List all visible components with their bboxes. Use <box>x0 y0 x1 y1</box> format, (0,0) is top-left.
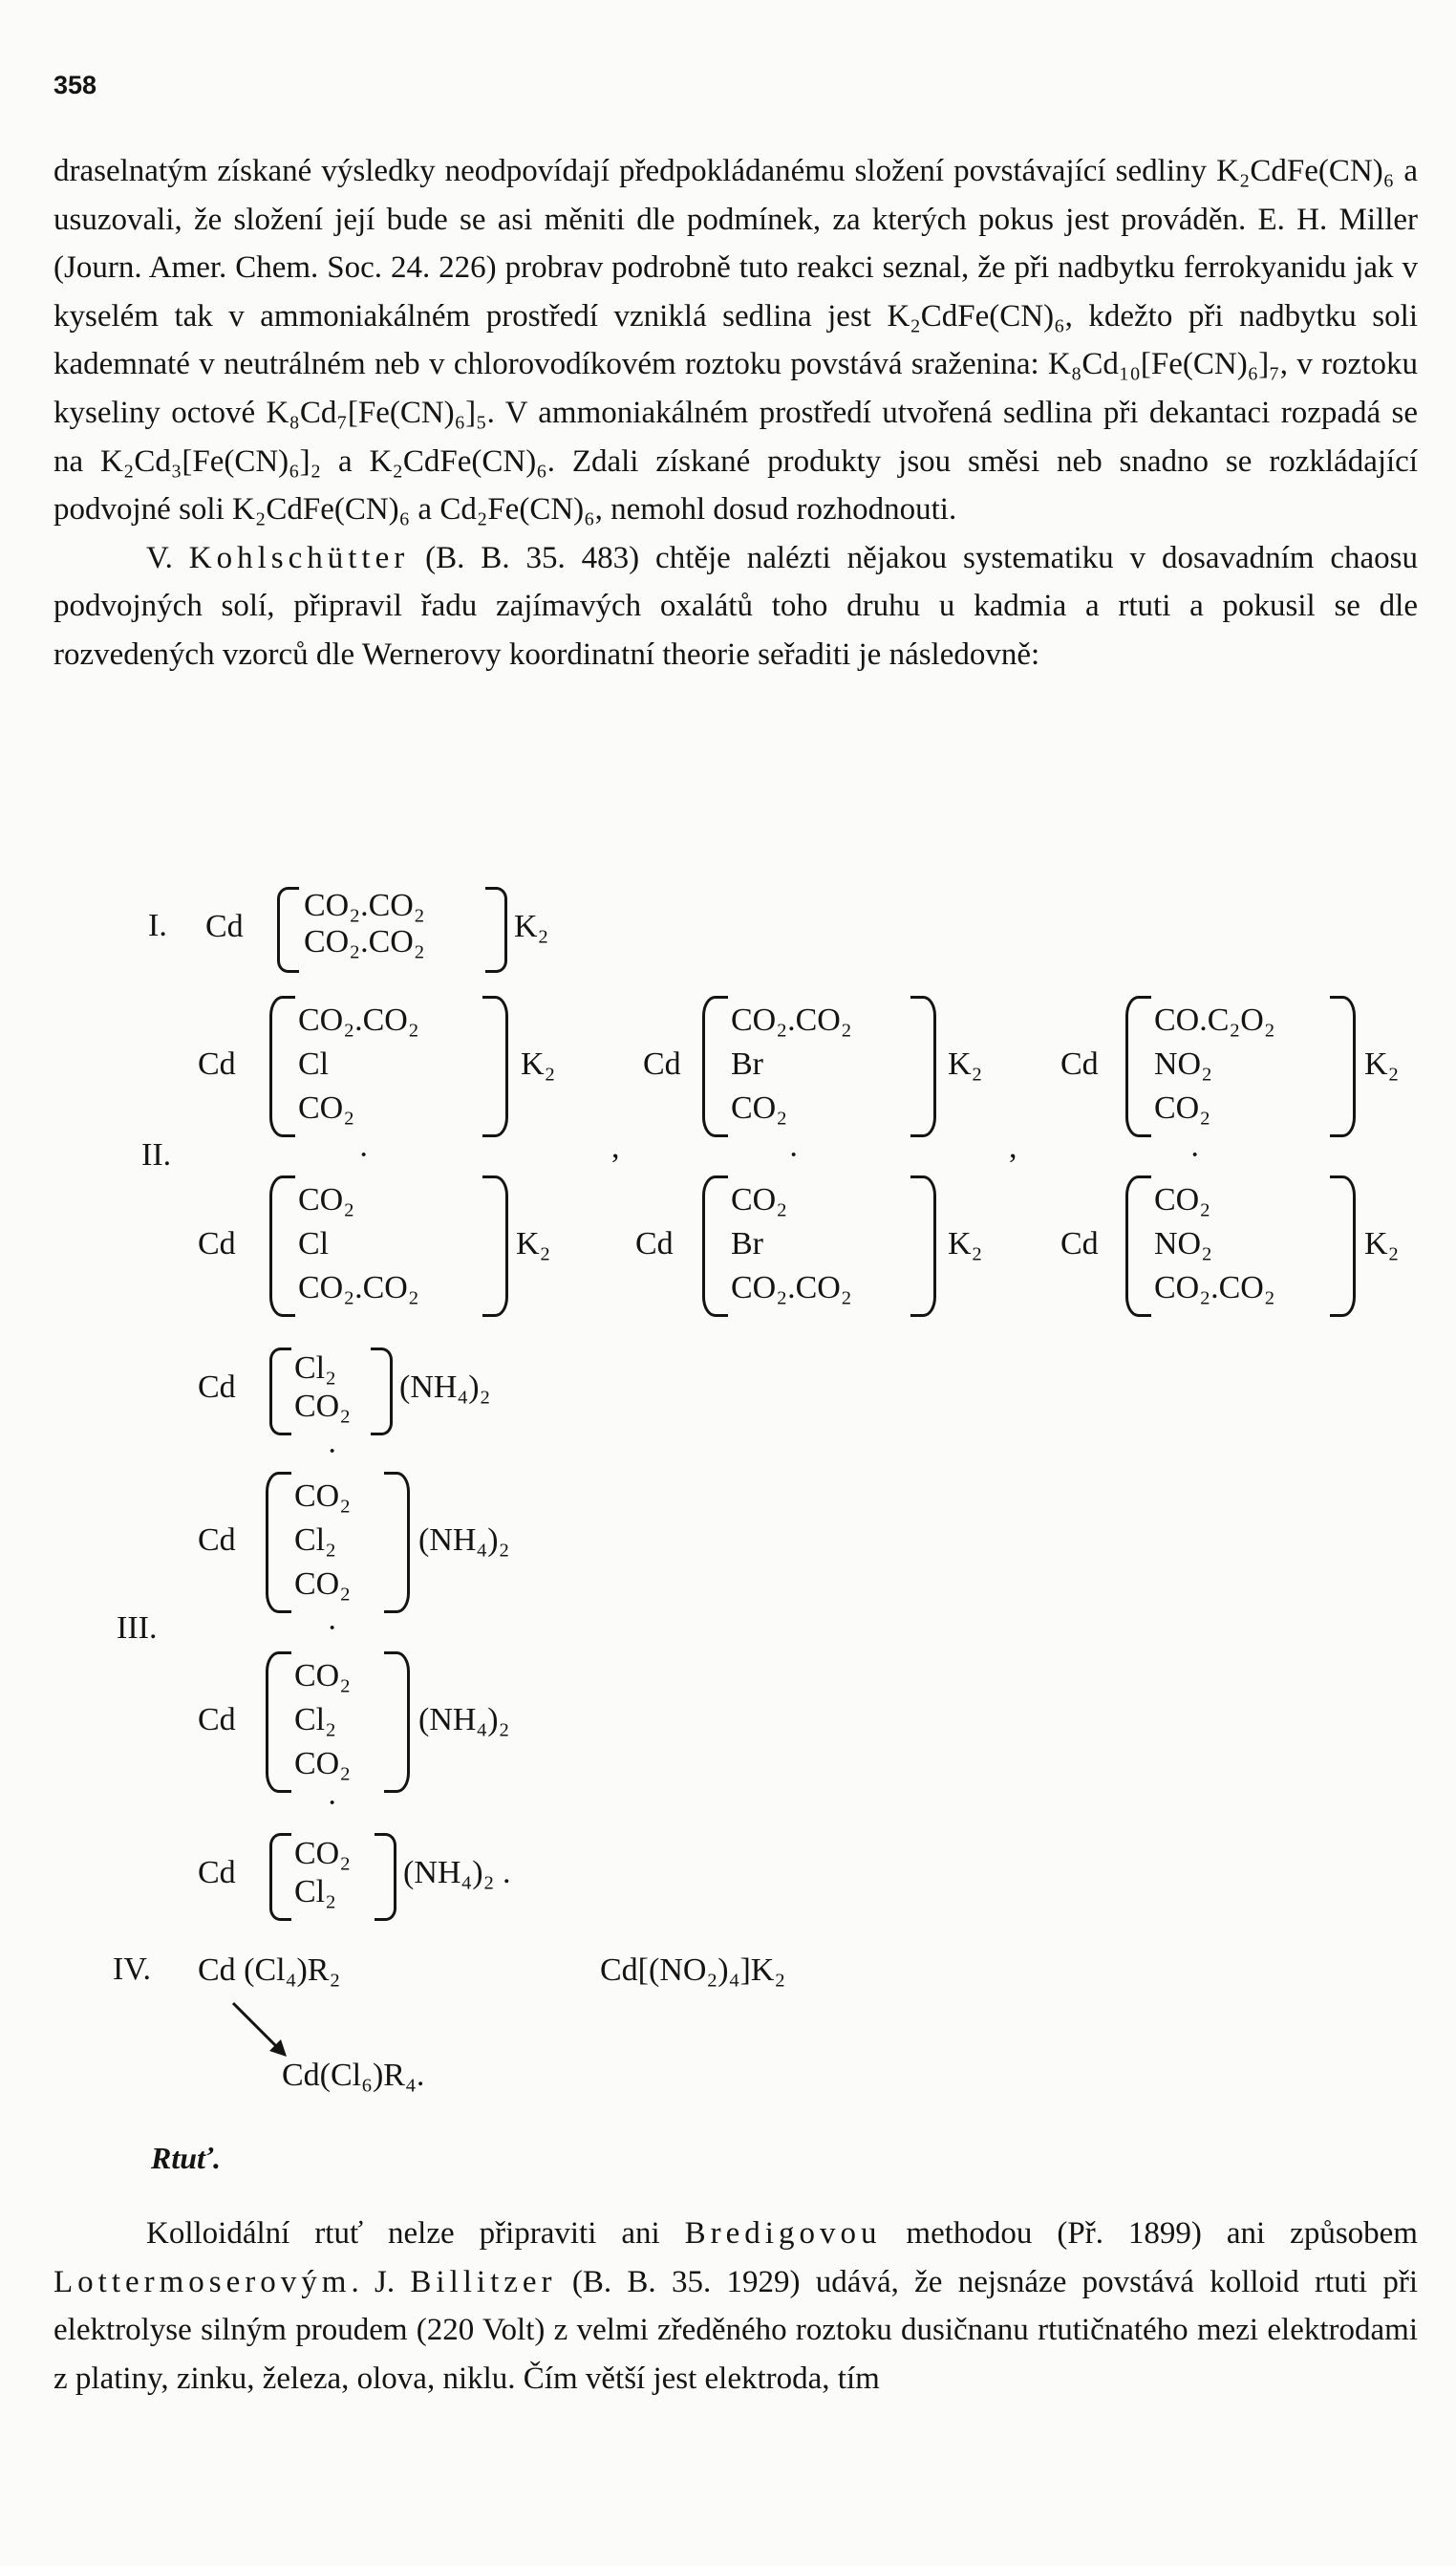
formula-iii-2-row-3: CO₂ <box>294 1566 352 1602</box>
author-name: Bredigovou <box>684 2216 882 2251</box>
formula-iii-4-row-2: Cl₂ <box>294 1874 336 1909</box>
left-paren <box>702 996 728 1137</box>
right-paren <box>482 996 508 1137</box>
formula-iia-2-row-3: CO₂ <box>731 1090 788 1126</box>
right-paren <box>485 887 507 973</box>
formula-iia-2-metal: Cd <box>643 1046 681 1082</box>
formula-iii-3-suffix: (NH₄)₂ <box>418 1702 510 1737</box>
right-paren <box>384 1472 410 1613</box>
formula-iib-3-row-1: CO₂ <box>1154 1182 1211 1218</box>
paragraph-kohlschutter <box>54 534 1418 679</box>
formula-iii-1-row-2: CO₂ <box>294 1389 352 1424</box>
formula-iib-1-suffix: K₂ <box>516 1226 551 1261</box>
formula-iii-4-row-1: CO₂ <box>294 1836 352 1871</box>
formula-iib-1-row-2: Cl <box>298 1226 330 1261</box>
formula-iib-2-suffix: K₂ <box>948 1226 983 1261</box>
separator-comma: , <box>611 1130 620 1165</box>
formula-iia-2-row-1: CO₂.CO₂ <box>731 1003 852 1038</box>
separator-dot: · <box>1189 1137 1201 1173</box>
paragraph-mercury-text <box>54 2210 1418 2403</box>
page-number: 358 <box>54 71 97 99</box>
author-name: Lottermoserovým <box>54 2264 352 2299</box>
paragraph-kohlschutter-text: (B. B. 35. 483) chtěje nalézti nějakou systematiku v dosavadním chaosu podvojných solí, připravil řadu zajímavých oxalátů toho druhu u kadmia a rtuti a pokusil se dle rozvedených vzorců dle Wernerovy koordinatní theorie seřaditi je následovně: <box>54 540 1419 672</box>
formula-iia-2-suffix: K₂ <box>948 1046 983 1082</box>
text-span: methodou (Př. 1899) ani způsobem <box>881 2216 1418 2251</box>
right-paren <box>910 1175 936 1317</box>
formula-iii-1-metal: Cd <box>198 1369 236 1405</box>
formula-iib-3-row-3: CO₂.CO₂ <box>1154 1270 1275 1305</box>
roman-numeral-ii: II. <box>141 1137 172 1173</box>
formula-iii-2-row-1: CO₂ <box>294 1478 352 1514</box>
formula-iii-2-metal: Cd <box>198 1522 236 1558</box>
formula-iv-3: Cd(Cl₆)R₄. <box>282 2058 425 2093</box>
right-paren <box>1330 1175 1356 1317</box>
formula-iii-3-row-2: Cl₂ <box>294 1702 336 1737</box>
separator-dot: · <box>358 1137 370 1173</box>
author-initial: V. <box>146 540 173 575</box>
author-name: Billitzer <box>410 2264 557 2299</box>
roman-numeral-i: I. <box>148 908 167 943</box>
formula-iib-1-row-3: CO₂.CO₂ <box>298 1270 419 1305</box>
formula-i-row-2: CO₂.CO₂ <box>304 924 425 960</box>
formula-iib-3-metal: Cd <box>1060 1226 1099 1261</box>
formula-i-suffix: K₂ <box>514 909 549 944</box>
formula-iii-4-suffix: (NH₄)₂ . <box>403 1855 511 1890</box>
separator-dot: · <box>327 1610 338 1646</box>
formula-iib-2-row-1: CO₂ <box>731 1182 788 1218</box>
section-heading: Rtuť. <box>151 2141 222 2175</box>
text-span: Kolloidální rtuť nelze připraviti ani <box>146 2216 685 2251</box>
formula-iib-3-suffix: K₂ <box>1364 1226 1400 1261</box>
left-paren <box>266 1651 291 1793</box>
roman-numeral-iv: IV. <box>113 1951 151 1987</box>
paragraph-miller-text: draselnatým získané výsledky neodpovídají předpokládanému složení povstávající sedliny K₂CdFe(CN)₆ a usuzovali, že složení její bude se asi měniti dle podmínek, za kterých pokus jest prováděn. E. H. Miller (Journ. Amer. Chem. Soc. 24. 226) probrav podrobně tuto reakci seznal, že při nadbytku ferrokyanidu jak v kyselém tak v ammoniakálném prostředí vzniklá sedlina jest K₂CdFe(CN)₆, kdežto při nadbytku soli kademnaté v neutrálném neb v chlorovodíkovém roztoku povstává sraženina: K₈Cd₁₀[Fe(CN)₆]₇, v roztoku kyseliny octové K₈Cd₇[Fe(CN)₆]₅. V ammoniakálném prostředí utvořená sedlina při dekantaci rozpadá se na K₂Cd₃[Fe(CN)₆]₂ a K₂CdFe(CN)₆. Zdali získané produkty jsou směsi neb snadno se rozkládající podvojné soli K₂CdFe(CN)₆ a Cd₂Fe(CN)₆, nemohl dosud rozhodnouti. <box>54 154 1418 528</box>
right-paren <box>1330 996 1356 1137</box>
formula-iii-3-metal: Cd <box>198 1702 236 1737</box>
roman-numeral-iii: III. <box>117 1610 158 1646</box>
formula-iii-1-row-1: Cl₂ <box>294 1350 336 1386</box>
formula-iia-1-row-3: CO₂ <box>298 1090 355 1126</box>
paragraph-mercury <box>54 2210 1418 2403</box>
formula-iii-2-suffix: (NH₄)₂ <box>418 1522 510 1558</box>
formula-iia-3-suffix: K₂ <box>1364 1046 1400 1082</box>
separator-dot: · <box>327 1434 338 1469</box>
paragraph-miller <box>54 147 1418 679</box>
right-paren <box>482 1175 508 1317</box>
formula-iia-3-row-2: NO₂ <box>1154 1046 1212 1082</box>
formula-iia-1-row-1: CO₂.CO₂ <box>298 1003 419 1038</box>
formula-iv-2: Cd[(NO₂)₄]K₂ <box>600 1952 786 1988</box>
left-paren <box>1125 996 1151 1137</box>
formula-iii-3-row-1: CO₂ <box>294 1658 352 1693</box>
separator-dot: · <box>788 1137 800 1173</box>
formula-iia-3-row-3: CO₂ <box>1154 1090 1211 1126</box>
author-name: Kohlschütter <box>188 540 410 575</box>
left-paren <box>269 1833 291 1921</box>
right-paren <box>910 996 936 1137</box>
text-span: (B. B. 35. 1929) udává, že nejsnáze povstává kolloid rtuti při elektrolyse silným proudem (220 Volt) z velmi zředěného roztoku dusičnanu rtutičnatého mezi elektrodami z platiny, zinku, železa, olova, niklu. Čím větší jest elektroda, tím <box>54 2264 1419 2396</box>
formula-i-metal: Cd <box>205 909 244 944</box>
formula-iia-3-row-1: CO.C₂O₂ <box>1154 1003 1275 1038</box>
formula-iia-1-metal: Cd <box>198 1046 236 1082</box>
formula-iii-2-row-2: Cl₂ <box>294 1522 336 1558</box>
left-paren <box>277 887 299 973</box>
left-paren <box>1125 1175 1151 1317</box>
left-paren <box>269 1175 295 1317</box>
formula-iib-2-row-2: Br <box>731 1226 763 1261</box>
left-paren <box>269 1348 291 1435</box>
right-paren <box>375 1833 396 1921</box>
formula-iib-2-metal: Cd <box>635 1226 674 1261</box>
left-paren <box>266 1472 291 1613</box>
separator-dot: · <box>327 1785 338 1821</box>
reaction-arrow-icon <box>227 1997 294 2064</box>
text-span: . J. <box>351 2264 411 2299</box>
formula-iib-3-row-2: NO₂ <box>1154 1226 1212 1261</box>
left-paren <box>702 1175 728 1317</box>
right-paren <box>371 1348 393 1435</box>
formula-iii-1-suffix: (NH₄)₂ <box>399 1369 491 1405</box>
formula-iv-1: Cd (Cl₄)R₂ <box>198 1952 341 1988</box>
formula-iia-1-row-2: Cl <box>298 1046 330 1082</box>
formula-i-row-1: CO₂.CO₂ <box>304 888 425 923</box>
formula-iii-3-row-3: CO₂ <box>294 1746 352 1781</box>
formula-iia-3-metal: Cd <box>1060 1046 1099 1082</box>
formula-iib-1-metal: Cd <box>198 1226 236 1261</box>
separator-comma: , <box>1009 1130 1017 1165</box>
formula-iii-4-metal: Cd <box>198 1855 236 1890</box>
formula-iib-2-row-3: CO₂.CO₂ <box>731 1270 852 1305</box>
formula-iia-1-suffix: K₂ <box>521 1046 556 1082</box>
formula-iia-2-row-2: Br <box>731 1046 763 1082</box>
left-paren <box>269 996 295 1137</box>
right-paren <box>384 1651 410 1793</box>
formula-iib-1-row-1: CO₂ <box>298 1182 355 1218</box>
